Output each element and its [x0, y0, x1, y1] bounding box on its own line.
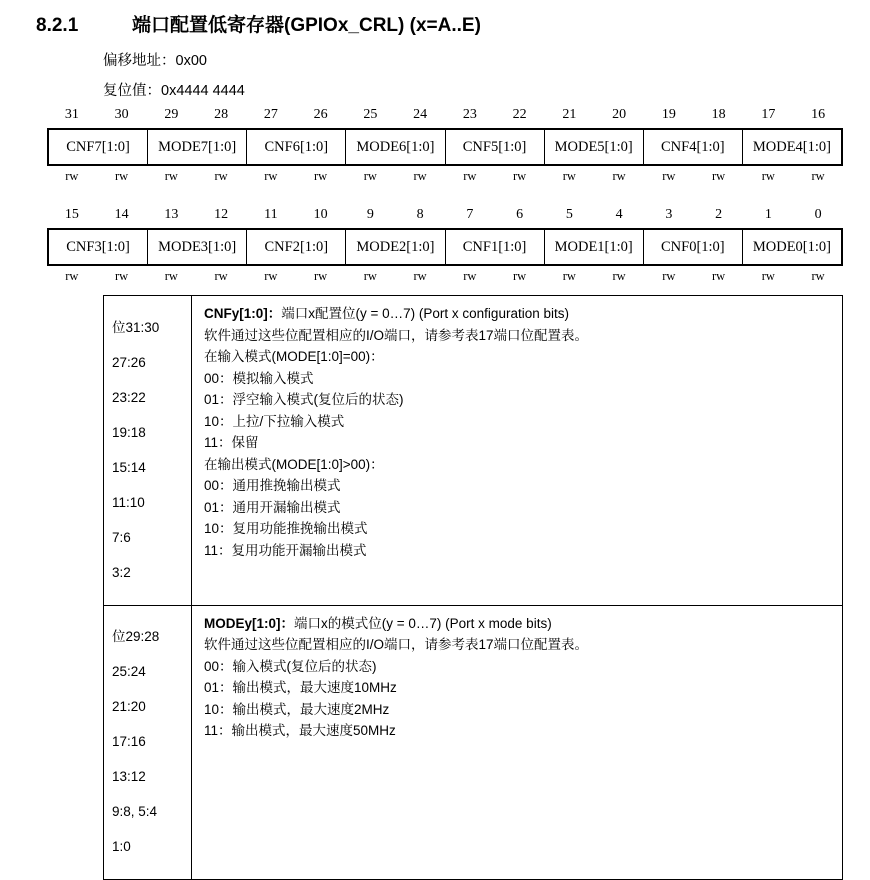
access-label: rw	[314, 269, 328, 283]
access-label: rw	[264, 169, 278, 183]
register-bits-low	[47, 206, 843, 289]
register-field: MODE5[1:0]	[545, 130, 644, 164]
access-label: rw	[463, 269, 477, 283]
bit-range: 15:14	[112, 459, 146, 475]
bit-number: 31	[64, 107, 79, 122]
access-label: rw	[712, 269, 726, 283]
register-field-row-high	[47, 128, 843, 166]
bit-range-cell	[104, 296, 192, 605]
bit-description-cell	[192, 296, 842, 605]
bit-range: 25:24	[112, 664, 146, 679]
access-label: rw	[65, 169, 79, 183]
access-label: rw	[612, 269, 626, 283]
access-label: rw	[562, 169, 576, 183]
access-label: rw	[463, 169, 477, 183]
bit-number: 12	[214, 207, 229, 222]
register-field: MODE4[1:0]	[752, 138, 831, 155]
bit-number: 3	[665, 207, 673, 222]
register-field: MODE1[1:0]	[545, 230, 644, 264]
access-label: rw	[761, 269, 775, 283]
reset-value-line	[103, 79, 245, 100]
description-line: 11：复用功能开漏输出模式	[204, 542, 367, 558]
bit-number: 21	[562, 107, 577, 122]
description-line: 在输入模式(MODE[1:0]=00)：	[204, 349, 384, 364]
register-field-row-low	[47, 228, 843, 266]
access-label: rw	[811, 269, 825, 283]
register-field: MODE0[1:0]	[752, 238, 831, 255]
bit-number: 7	[466, 207, 474, 222]
section-number: 8.2.1	[36, 15, 79, 36]
description-line: 11：保留	[204, 435, 259, 450]
bit-range: 17:16	[112, 734, 146, 749]
bit-range: 位29:28	[112, 629, 160, 644]
field-title	[204, 613, 834, 635]
bit-number-row-low	[47, 206, 843, 226]
bit-range: 21:20	[112, 699, 146, 714]
bit-range: 7:6	[112, 529, 131, 545]
register-field: CNF0[1:0]	[644, 230, 743, 264]
bit-number: 23	[462, 107, 477, 122]
access-label: rw	[513, 269, 527, 283]
bit-range-cell	[104, 606, 192, 880]
bit-number: 25	[363, 107, 378, 122]
offset-address-value: 0x00	[175, 53, 207, 69]
access-label: rw	[115, 169, 129, 183]
register-field: CNF2[1:0]	[247, 230, 346, 264]
access-label: rw	[363, 169, 377, 183]
bit-number: 5	[565, 207, 573, 222]
bit-number: 14	[114, 207, 129, 222]
description-line: 在输出模式(MODE[1:0]>00)：	[204, 456, 384, 472]
access-label: rw	[115, 269, 129, 283]
register-field: MODE7[1:0]	[148, 130, 247, 164]
bit-range: 9:8, 5:4	[112, 804, 158, 819]
access-row-low	[47, 269, 843, 289]
field-title	[204, 303, 834, 325]
description-line: 10：输出模式，最大速度2MHz	[204, 701, 390, 717]
description-line: 01：输出模式，最大速度10MHz	[204, 680, 397, 695]
bit-number: 19	[661, 107, 676, 122]
register-field: CNF4[1:0]	[644, 130, 743, 164]
access-label: rw	[413, 269, 427, 283]
offset-address-line	[103, 49, 207, 70]
bit-number: 24	[413, 107, 428, 122]
bit-range: 位31:30	[112, 319, 160, 335]
register-bits-high	[47, 106, 843, 189]
access-label: rw	[164, 269, 178, 283]
access-label: rw	[214, 269, 228, 283]
access-label: rw	[65, 269, 79, 283]
access-label: rw	[562, 269, 576, 283]
bit-number: 2	[715, 207, 723, 222]
register-field: CNF3[1:0]	[49, 230, 148, 264]
access-label: rw	[662, 169, 676, 183]
bit-number: 28	[214, 107, 229, 122]
access-label: rw	[214, 169, 228, 183]
bit-number: 0	[814, 207, 822, 222]
description-line: 01：浮空输入模式(复位后的状态)	[204, 392, 404, 407]
bit-range: 19:18	[112, 424, 146, 440]
description-line: 00：通用推挽输出模式	[204, 478, 341, 493]
access-row-high	[47, 169, 843, 189]
bit-number: 4	[615, 207, 623, 222]
bit-range: 23:22	[112, 389, 146, 405]
description-line: 00：输入模式(复位后的状态)	[204, 658, 377, 674]
description-line: 软件通过这些位配置相应的I/O端口，请参考表17端口位配置表。	[204, 327, 589, 343]
access-label: rw	[413, 169, 427, 183]
description-line: 01：通用开漏输出模式	[204, 499, 341, 515]
offset-address-label: 偏移地址：	[103, 53, 176, 69]
access-label: rw	[264, 269, 278, 283]
reset-value-value: 0x4444 4444	[161, 83, 245, 99]
bit-description-cell	[192, 606, 842, 880]
register-field: MODE6[1:0]	[346, 130, 445, 164]
access-label: rw	[662, 269, 676, 283]
bit-range: 3:2	[112, 564, 131, 580]
field-title-rest: 端口x的模式位(y = 0…7) (Port x mode bits)	[294, 615, 552, 631]
register-field: CNF6[1:0]	[247, 130, 346, 164]
access-label: rw	[612, 169, 626, 183]
description-line: 11：输出模式，最大速度50MHz	[204, 723, 396, 738]
register-field: MODE2[1:0]	[346, 230, 445, 264]
bit-number: 26	[313, 107, 328, 122]
register-field: CNF1[1:0]	[446, 230, 545, 264]
register-field: MODE3[1:0]	[148, 230, 247, 264]
bit-number: 30	[114, 107, 129, 122]
section-heading	[36, 10, 481, 37]
bit-number: 22	[512, 107, 527, 122]
reset-value-label: 复位值：	[103, 83, 161, 99]
description-line: 10：复用功能推挽输出模式	[204, 521, 368, 536]
bit-number: 8	[416, 207, 424, 222]
bit-number: 17	[761, 107, 776, 122]
field-name: MODEy[1:0]：	[204, 615, 295, 631]
field-title-rest: 端口x配置位(y = 0…7) (Port x configuration bits)	[281, 306, 569, 321]
bit-number: 27	[263, 107, 278, 122]
register-field: CNF5[1:0]	[446, 130, 545, 164]
description-line: 软件通过这些位配置相应的I/O端口，请参考表17端口位配置表。	[204, 637, 589, 652]
bit-number: 6	[516, 207, 524, 222]
table-row	[104, 606, 842, 880]
bit-range: 13:12	[112, 769, 146, 784]
field-name: CNFy[1:0]：	[204, 306, 282, 321]
access-label: rw	[314, 169, 328, 183]
description-line: 10：上拉/下拉输入模式	[204, 413, 345, 429]
bit-number: 29	[164, 107, 179, 122]
bit-number-row-high	[47, 106, 843, 126]
bit-number: 16	[811, 107, 826, 122]
bit-number: 9	[366, 207, 374, 222]
bit-range: 27:26	[112, 354, 146, 370]
bit-number: 18	[711, 107, 726, 122]
access-label: rw	[513, 169, 527, 183]
bit-number: 13	[164, 207, 179, 222]
access-label: rw	[712, 169, 726, 183]
table-row	[104, 296, 842, 606]
bit-description-table	[103, 295, 843, 880]
access-label: rw	[363, 269, 377, 283]
access-label: rw	[761, 169, 775, 183]
bit-number: 20	[612, 107, 627, 122]
section-title: 端口配置低寄存器(GPIOx_CRL) (x=A..E)	[132, 15, 481, 36]
bit-range: 1:0	[112, 839, 131, 854]
register-field: CNF7[1:0]	[49, 130, 148, 164]
description-line: 00：模拟输入模式	[204, 370, 314, 386]
bit-number: 11	[264, 207, 278, 222]
bit-range: 11:10	[112, 494, 145, 510]
access-label: rw	[164, 169, 178, 183]
bit-number: 10	[313, 207, 328, 222]
bit-number: 15	[64, 207, 79, 222]
bit-number: 1	[764, 207, 772, 222]
access-label: rw	[811, 169, 825, 183]
